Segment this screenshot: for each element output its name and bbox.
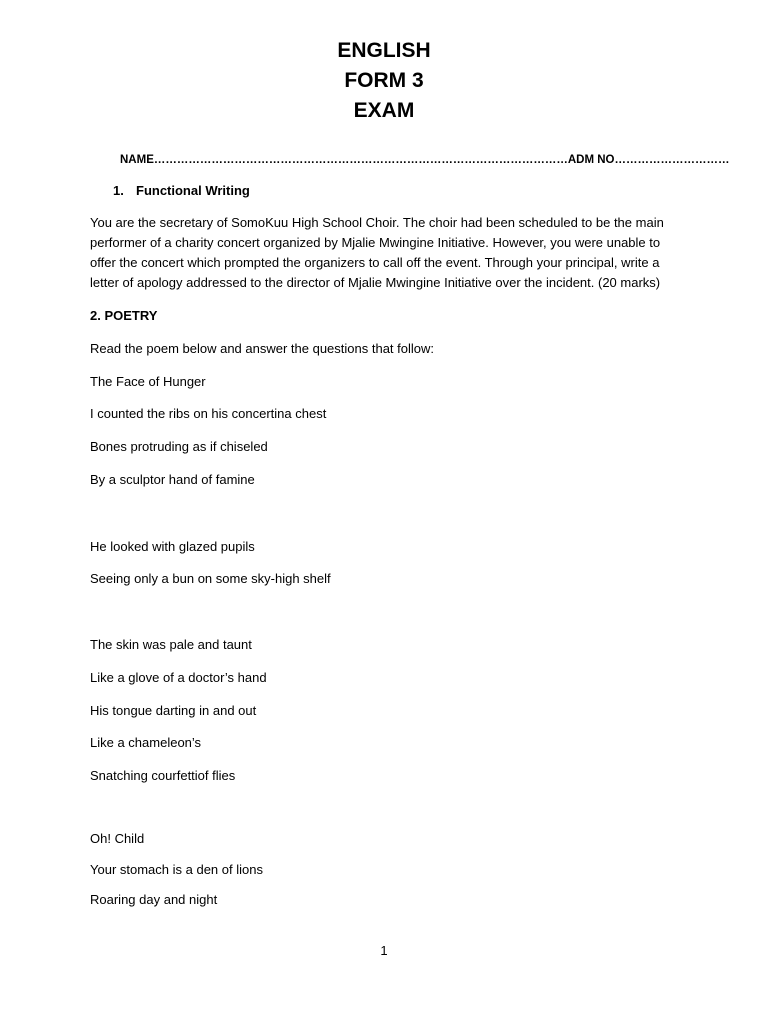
poem-line: By a sculptor hand of famine <box>90 472 255 487</box>
poem-line: Like a glove of a doctor’s hand <box>90 670 267 685</box>
poem-line: The skin was pale and taunt <box>90 637 252 652</box>
poem-line: Bones protruding as if chiseled <box>90 439 268 454</box>
poem-line: Snatching courfettiof flies <box>90 768 236 783</box>
poem-line: Seeing only a bun on some sky-high shelf <box>90 571 331 586</box>
page-number: 1 <box>380 943 388 958</box>
title-form: FORM 3 <box>344 69 424 92</box>
poem-line: Oh! Child <box>90 831 145 846</box>
section1-number: 1. <box>113 183 124 198</box>
poem-instruction: Read the poem below and answer the questions that follow: <box>90 341 434 356</box>
poem-line: Your stomach is a den of lions <box>90 862 263 877</box>
section1-heading <box>113 183 250 199</box>
section2-heading: 2. POETRY <box>90 308 158 323</box>
poem-title: The Face of Hunger <box>90 374 206 389</box>
section1-title: Functional Writing <box>136 183 250 198</box>
title-exam: EXAM <box>353 99 415 122</box>
section1-paragraph: You are the secretary of SomoKuu High School Choir. The choir had been scheduled to be the main performer of a charity concert organized by Mjalie Mwingine Initiative. However, you were unable to offer the concert which prompted the organizers to call off the event. Through your principal, write a letter of apology addressed to the director of Mjalie Mwingine Initiative over the incident. (20 marks) <box>90 215 664 290</box>
title-subject: ENGLISH <box>337 39 431 62</box>
name-adm-line: NAME………………………………………………………………………………………………ADM NO………………………… <box>120 154 730 166</box>
poem-line: I counted the ribs on his concertina chest <box>90 406 327 421</box>
poem-line: Like a chameleon’s <box>90 735 202 750</box>
poem-line: His tongue darting in and out <box>90 703 257 718</box>
poem-line: He looked with glazed pupils <box>90 539 255 554</box>
poem-line: Roaring day and night <box>90 892 218 907</box>
